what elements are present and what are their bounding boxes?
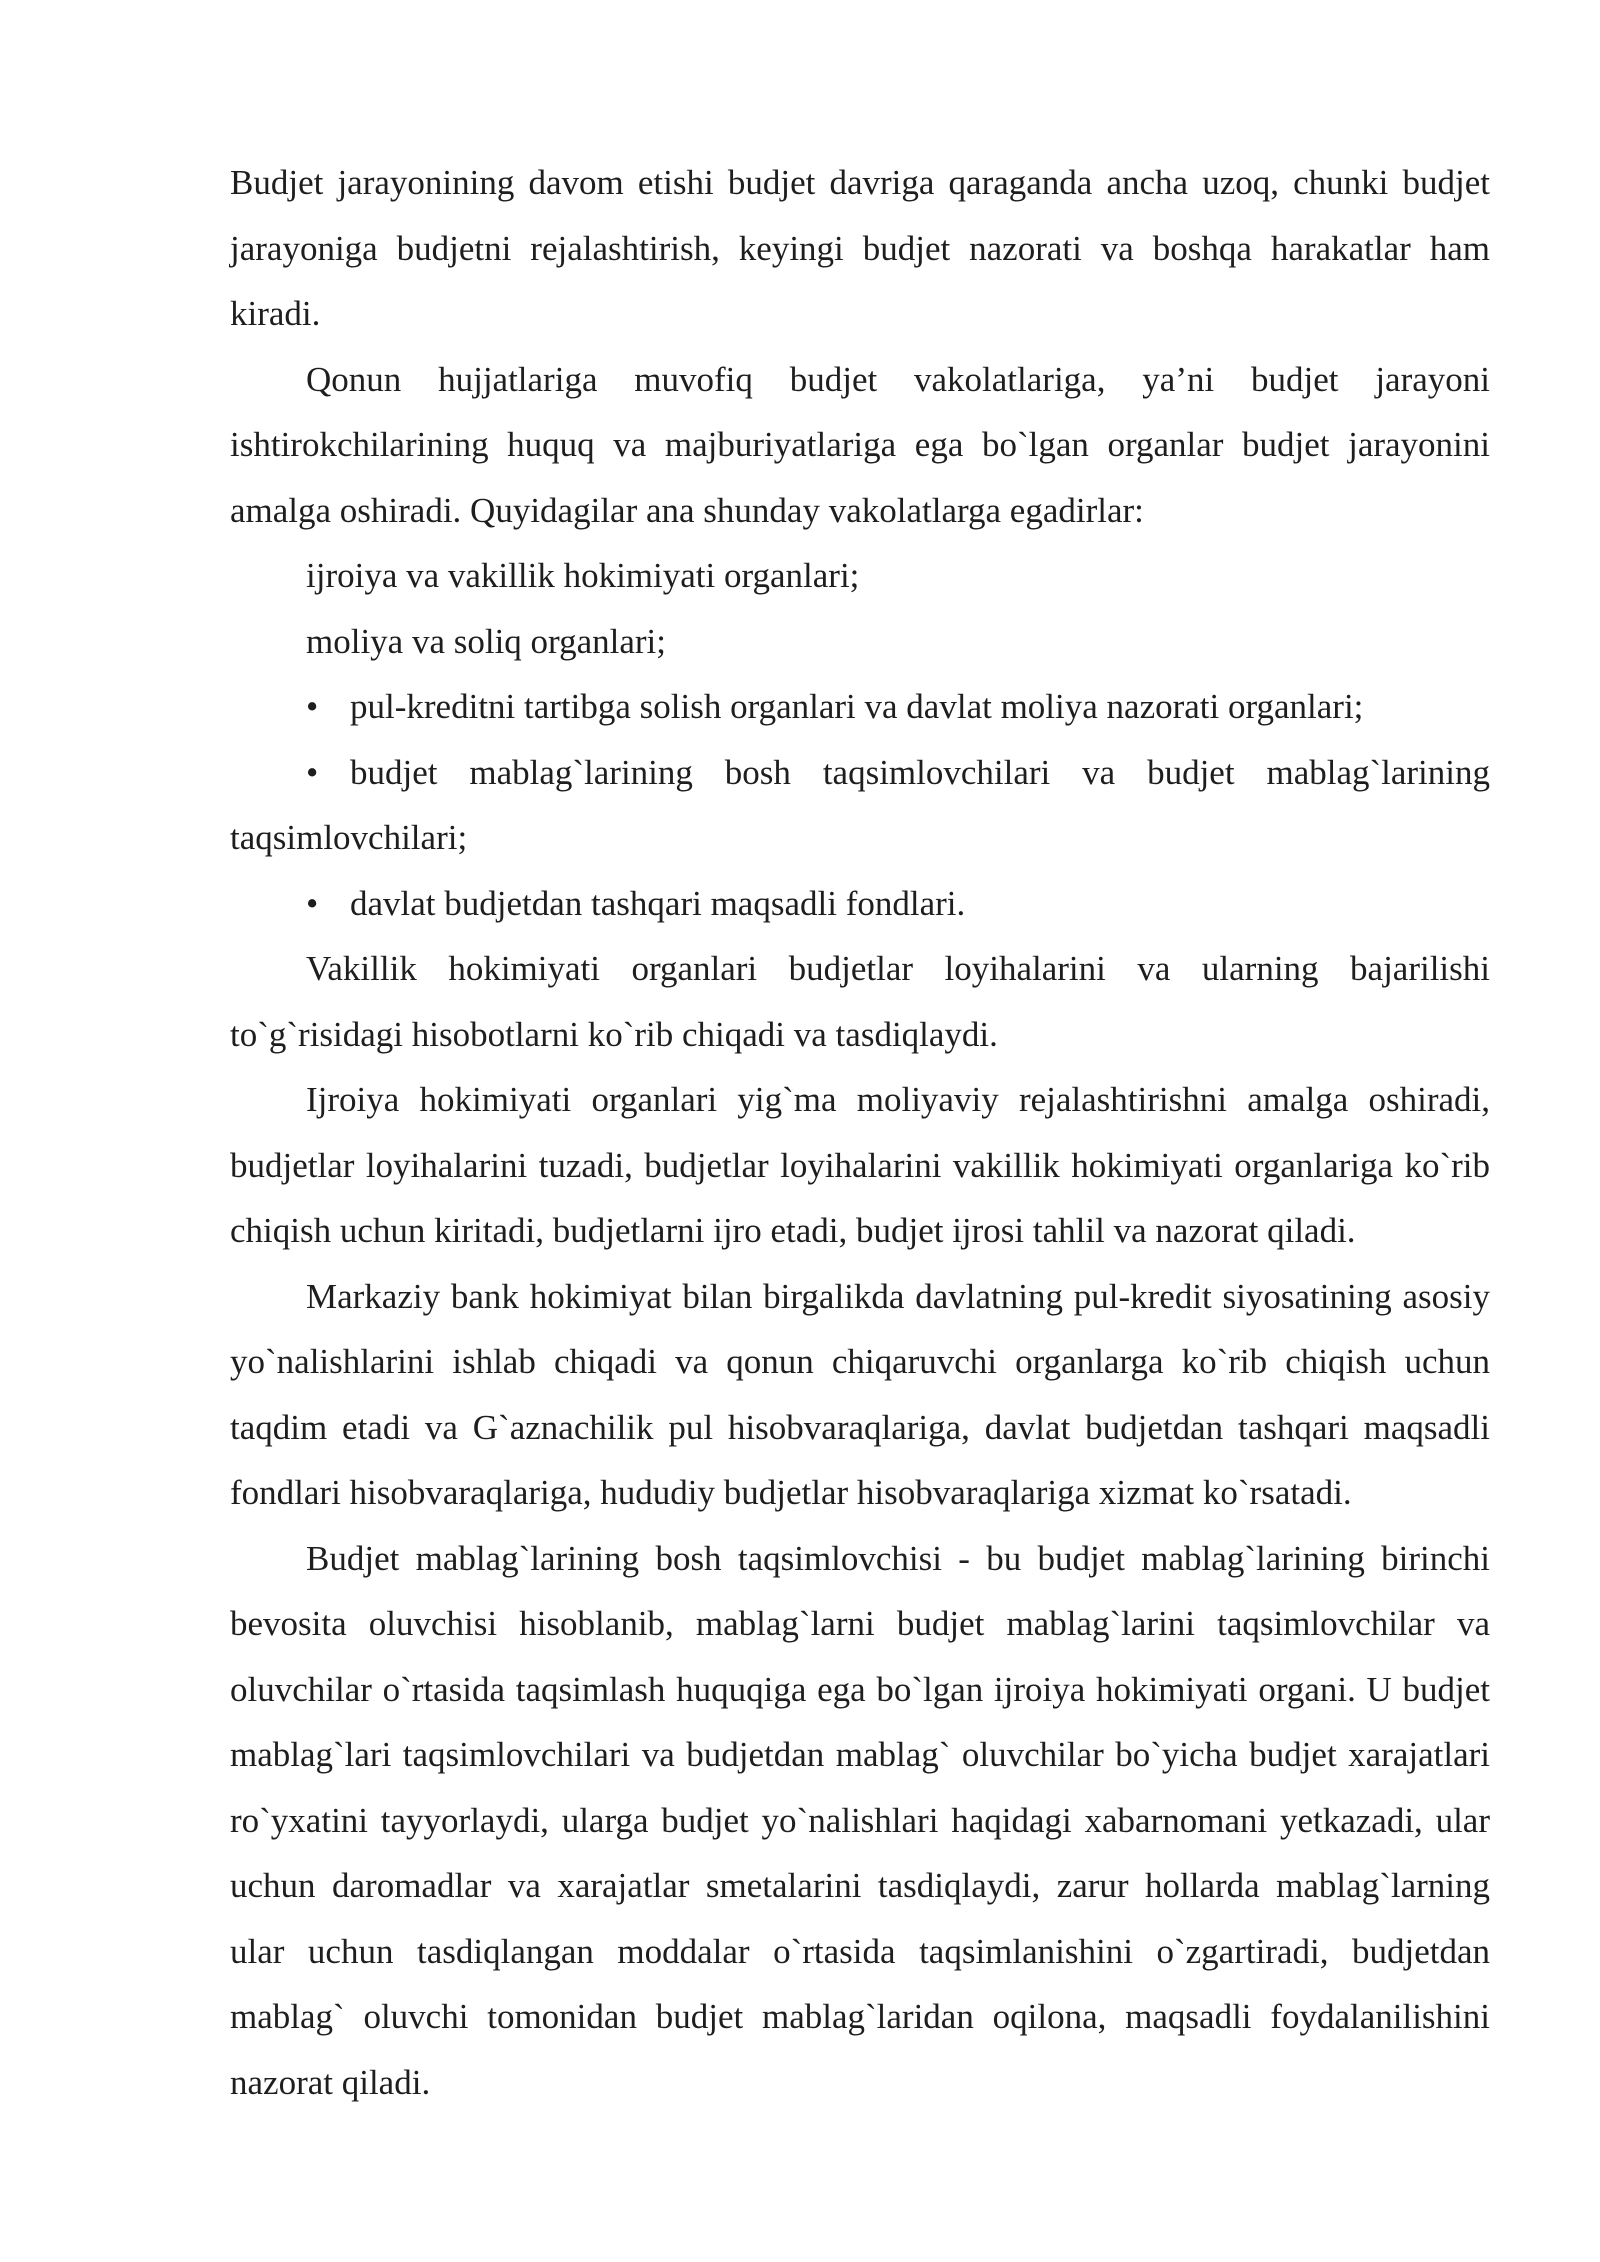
list-item-text: pul-kreditni tartibga solish organlari va davlat moliya nazorati organlari; xyxy=(350,687,1364,726)
bullet-icon: • xyxy=(306,883,319,923)
paragraph-budget-powers: Qonun hujjatlariga muvofiq budjet vakolatlariga, ya’ni budjet jarayoni ishtirokchilarining huquq va majburiyatlariga ega bo`lgan organlar budjet jarayonini amalga oshiradi. Quyidagilar ana shunday vakolatlarga egadirlar: xyxy=(230,359,1490,530)
paragraph-central-bank: Markaziy bank hokimiyat bilan birgalikda davlatning pul-kredit siyosatining asosiy yo`nalishlarini ishlab chiqadi va qonun chiqaruvchi organlarga ko`rib chiqish uchun taqdim etadi va G`aznachilik pul hisobvaraqlariga, davlat budjetdan tashqari maqsadli fondlari hisobvaraqlariga, hududiy budjetlar hisobvaraqlariga xizmat ko`rsatadi. xyxy=(230,1276,1490,1512)
list-item-extrabudgetary-funds xyxy=(230,871,1490,937)
list-item-monetary-regulation xyxy=(230,674,1490,740)
paragraph-budget-process-duration: Budjet jarayonining davom etishi budjet davriga qaraganda ancha uzoq, chunki budjet jarayoniga budjetni rejalashtirish, keyingi budjet nazorati va boshqa harakatlar ham kiradi. xyxy=(230,163,1490,333)
paragraph-executive-authorities: Ijroiya hokimiyati organlari yig`ma moliyaviy rejalashtirishni amalga oshiradi, budjetlar loyihalarini tuzadi, budjetlar loyihalarini vakillik hokimiyati organlariga ko`rib chiqish uchun kiritadi, budjetlarni ijro etadi, budjet ijrosi tahlil va nazorat qiladi. xyxy=(230,1080,1490,1250)
bullet-icon: • xyxy=(306,752,319,792)
document-page xyxy=(230,150,1490,2115)
list-item-text: budjet mablag`larining bosh taqsimlovchilari va budjet mablag`larining taqsimlovchilari; xyxy=(230,752,1490,857)
paragraph-chief-distributor: Budjet mablag`larining bosh taqsimlovchisi - bu budjet mablag`larining birinchi bevosita oluvchisi hisoblanib, mablag`larni budjet mablag`larini taqsimlovchilar va oluvchilar o`rtasida taqsimlash huquqiga ega bo`lgan ijroiya hokimiyati organi. U budjet mablag`lari taqsimlovchilari va budjetdan mablag` oluvchilar bo`yicha budjet xarajatlari ro`yxatini tayyorlaydi, ularga budjet yo`nalishlari haqidagi xabarnomani yetkazadi, ular uchun daromadlar va xarajatlar smetalarini tasdiqlaydi, zarur hollarda mablag`larning ular uchun tasdiqlangan moddalar o`rtasida taqsimlanishini o`zgartiradi, budjetdan mablag` oluvchi tomonidan budjet mablag`laridan oqilona, maqsadli foydalanilishini nazorat qiladi. xyxy=(230,1538,1490,2102)
bullet-icon: • xyxy=(306,687,319,726)
paragraph-representative-authorities: Vakillik hokimiyati organlari budjetlar loyihalarini va ularning bajarilishi to`g`risidagi hisobotlarni ko`rib chiqadi va tasdiqlaydi. xyxy=(230,949,1490,1054)
list-item-budget-distributors xyxy=(230,740,1490,871)
list-item-executive-authorities: ijroiya va vakillik hokimiyati organlari; xyxy=(306,556,860,595)
list-item-text: davlat budjetdan tashqari maqsadli fondlari. xyxy=(350,883,966,923)
list-item-finance-tax-authorities: moliya va soliq organlari; xyxy=(306,621,666,661)
